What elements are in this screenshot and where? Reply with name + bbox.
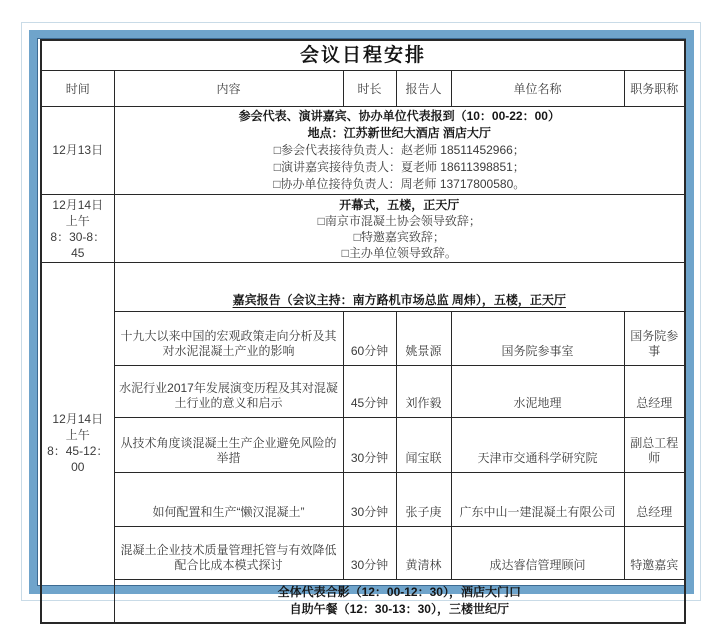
opening-item-1: □南京市混凝土协会领导致辞； <box>317 213 481 228</box>
talk-4-position: 总经理 <box>624 473 685 527</box>
talk-5-content: 混凝土企业技术质量管理托管与有效降低配合比成本模式探讨 <box>114 527 343 580</box>
talk-row-5 <box>41 527 685 580</box>
schedule-table <box>40 39 686 624</box>
row-registration <box>41 107 685 195</box>
talk-5-position: 特邀嘉宾 <box>624 527 685 580</box>
closing-lunch-line: 自助午餐（12：30-13：30），三楼世纪厅 <box>289 602 509 616</box>
talk-1-content: 十九大以来中国的宏观政策走向分析及其对水泥混凝土产业的影响 <box>114 312 343 366</box>
session-date: 12月14日 <box>52 411 104 426</box>
time-cell-dec13: 12月13日 <box>41 107 114 195</box>
talk-3-duration: 30分钟 <box>343 418 396 473</box>
talk-1-organization: 国务院参事室 <box>451 312 624 366</box>
talk-row-2 <box>41 366 685 418</box>
session-banner-text: 嘉宾报告（会议主持：南方路机市场总监 周炜），五楼，正天厅 <box>232 293 566 307</box>
closing-photo-line: 全体代表合影（12：00-12：30），酒店大门口 <box>277 585 521 599</box>
talk-row-4 <box>41 473 685 527</box>
col-header-duration: 时长 <box>343 71 396 107</box>
talk-5-duration: 30分钟 <box>343 527 396 580</box>
col-header-content: 内容 <box>114 71 343 107</box>
col-header-organization: 单位名称 <box>451 71 624 107</box>
talk-4-duration: 30分钟 <box>343 473 396 527</box>
row-closing <box>41 580 685 624</box>
col-header-position: 职务职称 <box>624 71 685 107</box>
talk-row-1 <box>41 312 685 366</box>
talk-4-content: 如何配置和生产“懒汉混凝土” <box>114 473 343 527</box>
registration-title: 参会代表、演讲嘉宾、协办单位代表报到（10：00-22：00） <box>238 109 560 123</box>
col-header-speaker: 报告人 <box>396 71 451 107</box>
talk-1-duration: 60分钟 <box>343 312 396 366</box>
registration-location: 地点：江苏新世纪大酒店 酒店大厅 <box>307 126 491 140</box>
session-banner-cell <box>114 263 685 312</box>
col-header-time: 时间 <box>41 71 114 107</box>
talk-5-speaker: 黄清林 <box>396 527 451 580</box>
page-title: 会议日程安排 <box>41 40 685 71</box>
session-ampm: 上午 <box>65 427 90 442</box>
registration-content-cell <box>114 107 685 195</box>
talk-4-organization: 广东中山一建混凝土有限公司 <box>451 473 624 527</box>
opening-time-range: 8：30-8：45 <box>50 229 106 260</box>
talk-2-organization: 水泥地理 <box>451 366 624 418</box>
opening-date: 12月14日 <box>52 197 104 212</box>
talk-3-content: 从技术角度谈混凝土生产企业避免风险的举措 <box>114 418 343 473</box>
opening-ampm: 上午 <box>65 213 90 228</box>
row-session-banner <box>41 263 685 312</box>
opening-content-cell <box>114 195 685 263</box>
talk-3-organization: 天津市交通科学研究院 <box>451 418 624 473</box>
opening-item-3: □主办单位领导致辞。 <box>341 245 457 260</box>
talk-2-content: 水泥行业2017年发展演变历程及其对混凝土行业的意义和启示 <box>114 366 343 418</box>
talk-5-organization: 成达睿信管理顾问 <box>451 527 624 580</box>
session-time-range: 8：45-12：00 <box>47 443 109 474</box>
time-cell-opening <box>41 195 114 263</box>
registration-contact-2: □演讲嘉宾接待负责人：夏老师 18611398851； <box>273 160 525 174</box>
opening-title: 开幕式，五楼，正天厅 <box>339 197 460 212</box>
talk-4-speaker: 张子庚 <box>396 473 451 527</box>
registration-contact-3: □协办单位接待负责人：周老师 13717800580。 <box>273 177 526 191</box>
talk-2-speaker: 刘作毅 <box>396 366 451 418</box>
closing-content-cell <box>114 580 685 624</box>
talk-row-3 <box>41 418 685 473</box>
talk-1-position: 国务院参事 <box>624 312 685 366</box>
row-opening-ceremony <box>41 195 685 263</box>
time-cell-session <box>41 263 114 624</box>
opening-item-2: □特邀嘉宾致辞； <box>353 229 445 244</box>
talk-2-position: 总经理 <box>624 366 685 418</box>
talk-3-speaker: 闻宝联 <box>396 418 451 473</box>
talk-1-speaker: 姚景源 <box>396 312 451 366</box>
registration-contact-1: □参会代表接待负责人：赵老师 18511452966； <box>273 143 525 157</box>
talk-3-position: 副总工程师 <box>624 418 685 473</box>
talk-2-duration: 45分钟 <box>343 366 396 418</box>
